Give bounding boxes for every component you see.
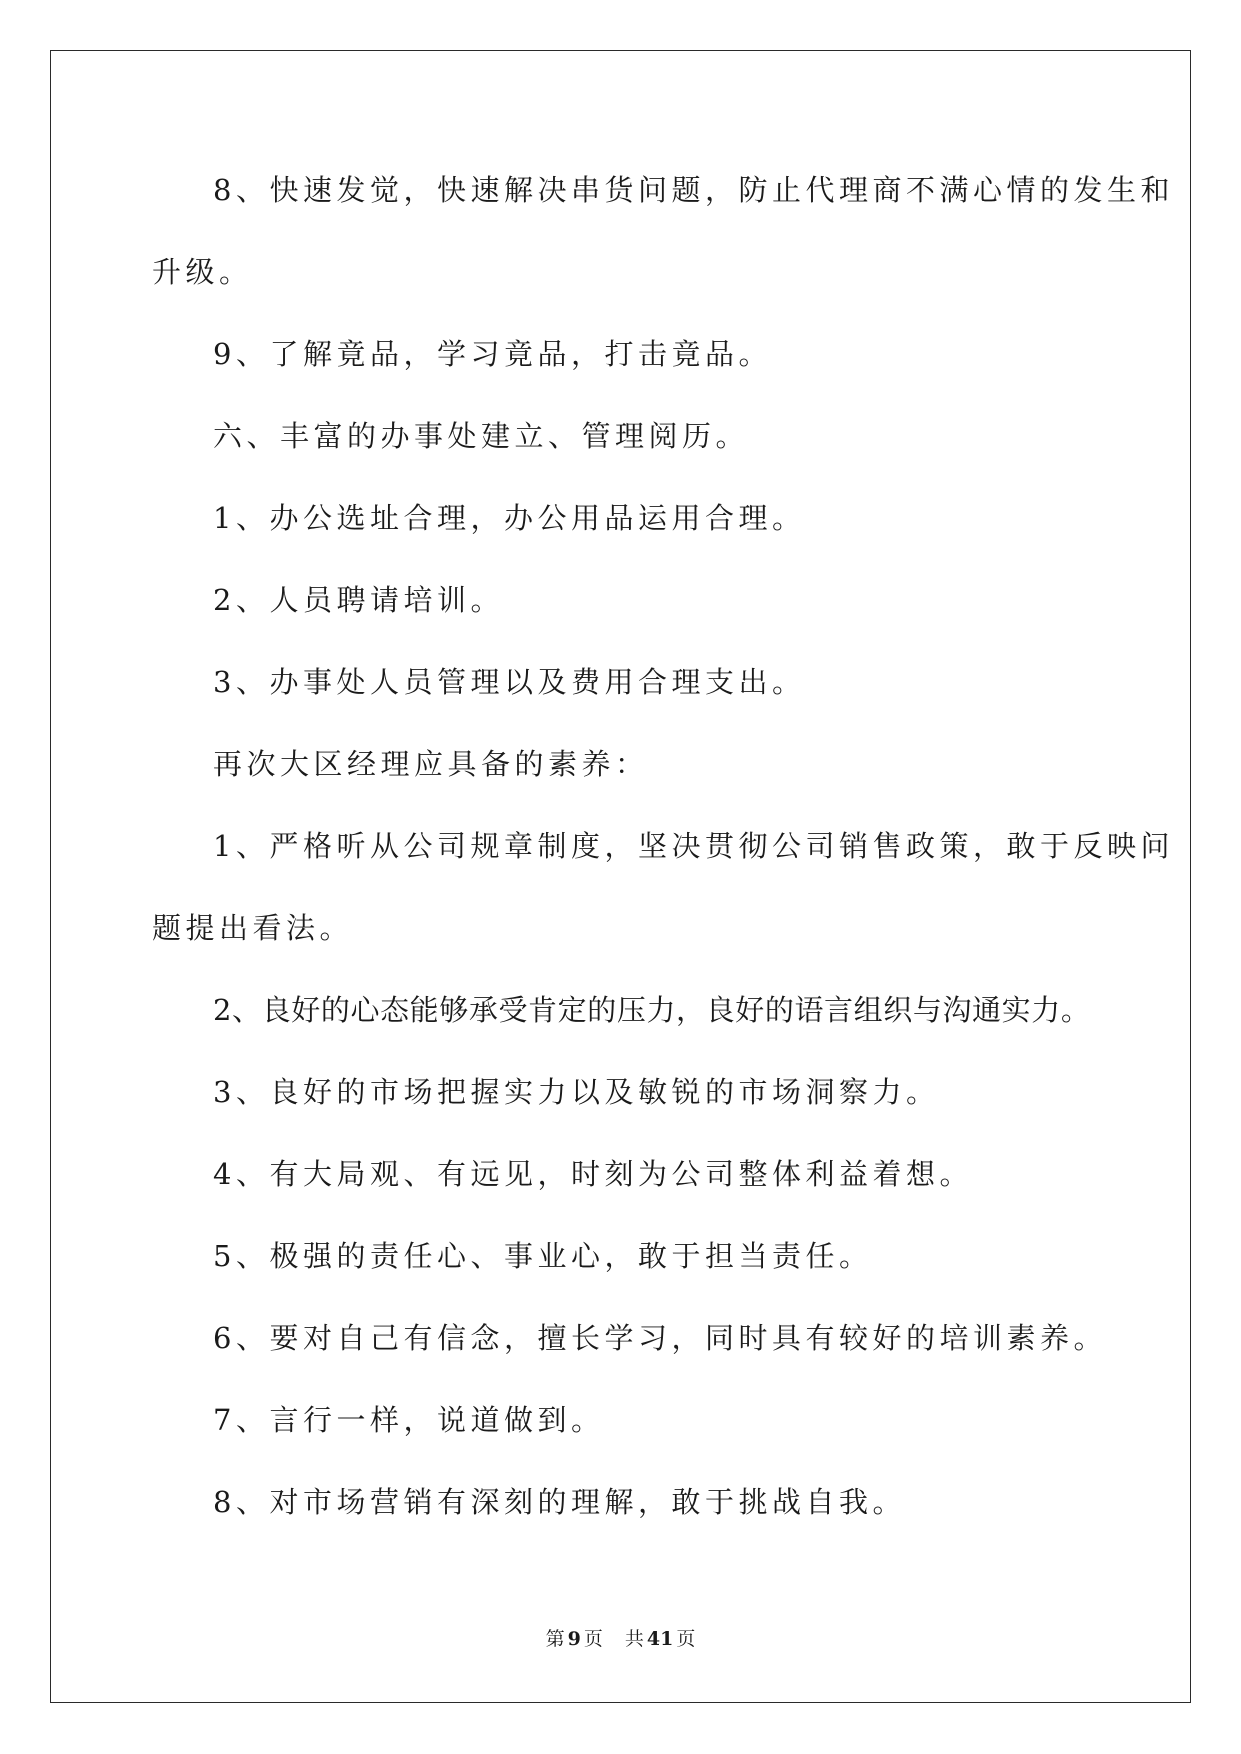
page-footer bbox=[0, 1628, 1241, 1650]
paragraph-line: 2、良好的心态能够承受肯定的压力，良好的语言组织与沟通实力。 bbox=[213, 993, 1091, 1027]
paragraph-line: 4、有大局观、有远见，时刻为公司整体利益着想。 bbox=[213, 1157, 973, 1191]
paragraph-line: 8、快速发觉，快速解决串货问题，防止代理商不满心情的发生和 bbox=[213, 173, 1174, 207]
paragraph-line: 3、良好的市场把握实力以及敏锐的市场洞察力。 bbox=[213, 1075, 940, 1109]
paragraph-line: 9、了解竟品，学习竟品，打击竟品。 bbox=[213, 337, 772, 371]
page-suffix: 页 bbox=[583, 1628, 603, 1650]
paragraph-line: 8、对市场营销有深刻的理解，敢于挑战自我。 bbox=[213, 1485, 906, 1519]
paragraph-line: 3、办事处人员管理以及费用合理支出。 bbox=[213, 665, 806, 699]
paragraph-line: 2、人员聘请培训。 bbox=[213, 583, 504, 617]
total-prefix: 共 bbox=[624, 1628, 644, 1650]
page-border bbox=[50, 50, 1191, 1703]
total-suffix: 页 bbox=[676, 1628, 696, 1650]
paragraph-line: 1、办公选址合理，办公用品运用合理。 bbox=[213, 501, 806, 535]
paragraph-line: 升级。 bbox=[152, 255, 253, 289]
paragraph-line: 5、极强的责任心、事业心，敢于担当责任。 bbox=[213, 1239, 873, 1273]
total-pages: 41 bbox=[646, 1628, 674, 1650]
paragraph-line: 1、严格听从公司规章制度，坚决贯彻公司销售政策，敢于反映问 bbox=[213, 829, 1174, 863]
page-prefix: 第 bbox=[545, 1628, 565, 1650]
page-number: 9 bbox=[567, 1628, 581, 1650]
section-heading: 再次大区经理应具备的素养： bbox=[213, 747, 649, 781]
paragraph-line: 题提出看法。 bbox=[152, 911, 354, 945]
paragraph-line: 6、要对自己有信念，擅长学习，同时具有较好的培训素养。 bbox=[213, 1321, 1107, 1355]
paragraph-line: 7、言行一样，说道做到。 bbox=[213, 1403, 605, 1437]
section-heading: 六、丰富的办事处建立、管理阅历。 bbox=[213, 419, 750, 453]
